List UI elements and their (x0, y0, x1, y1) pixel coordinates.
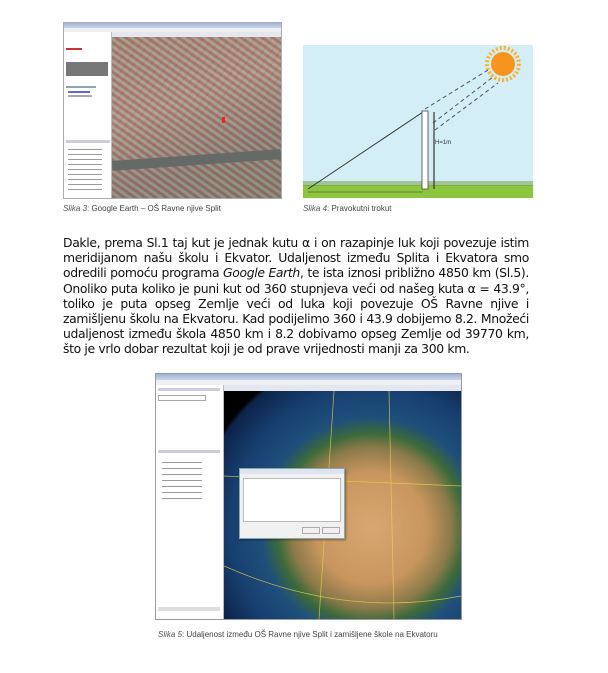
search-results (66, 62, 108, 76)
figure-caption: Slika 3: Google Earth – OŠ Ravne njive Split (63, 204, 221, 213)
figure-right-triangle-diagram (303, 45, 533, 198)
search-header (158, 388, 220, 391)
places-item (66, 86, 96, 88)
layers-list (68, 146, 102, 190)
placemark-icon (222, 117, 225, 123)
places-list (162, 459, 202, 499)
satellite-map (112, 37, 281, 198)
save-button[interactable] (302, 527, 320, 534)
grass (303, 185, 533, 198)
places-item (68, 95, 92, 97)
figure-google-earth-distance (155, 373, 462, 620)
triangle-diagram (303, 45, 533, 198)
pole (422, 111, 428, 189)
layers-header (66, 140, 110, 143)
side-panel (64, 32, 112, 198)
places-item (68, 91, 90, 93)
dialog-titlebar (240, 469, 344, 474)
figure-caption: Slika 5: Udaljenost između OŠ Ravne njive Split i zamišljene škole na Ekvatoru (158, 630, 438, 639)
side-panel (156, 385, 224, 619)
placemark-icon (66, 48, 82, 50)
dialog-content (243, 478, 341, 522)
search-input[interactable] (158, 395, 206, 401)
figure-google-earth-split (63, 22, 282, 199)
layers-tab[interactable] (158, 607, 220, 611)
places-header (158, 450, 220, 453)
figure-caption: Slika 4: Pravokutni trokut (303, 204, 392, 213)
sun-icon (491, 52, 515, 76)
hypotenuse (308, 112, 423, 189)
close-button[interactable] (322, 527, 340, 534)
ruler-dialog (239, 468, 345, 539)
body-paragraph: Dakle, prema Sl.1 taj kut je jednak kutu α i on razapinje luk koji povezuje istim meridijanom našu školu i Ekvator. Udaljenost između Splita i Ekvatora smo odredili pomoću programa Google Earth, te ista iznosi približno 4850 km (Sl.5). Onoliko puta koliko je puni kut od 360 stupnjeva veći od našeg kuta α = 43.9°, toliko je puta opseg Zemlje veći od luka koji povezuje OŠ Ravne njive i zamišljenu školu na Ekvatoru. Kad podijelimo 360 i 43.9 dobijemo 8.2. Množeći udaljenost između škola 4850 km i 8.2 dobivamo opseg Zemlje od 39770 km, što je vrlo dobar rezultat koji je od prave vrijednosti manji za 300 km. (63, 235, 529, 357)
sun-rays (425, 70, 498, 130)
road (112, 149, 281, 171)
height-label: H=1m (435, 140, 452, 146)
